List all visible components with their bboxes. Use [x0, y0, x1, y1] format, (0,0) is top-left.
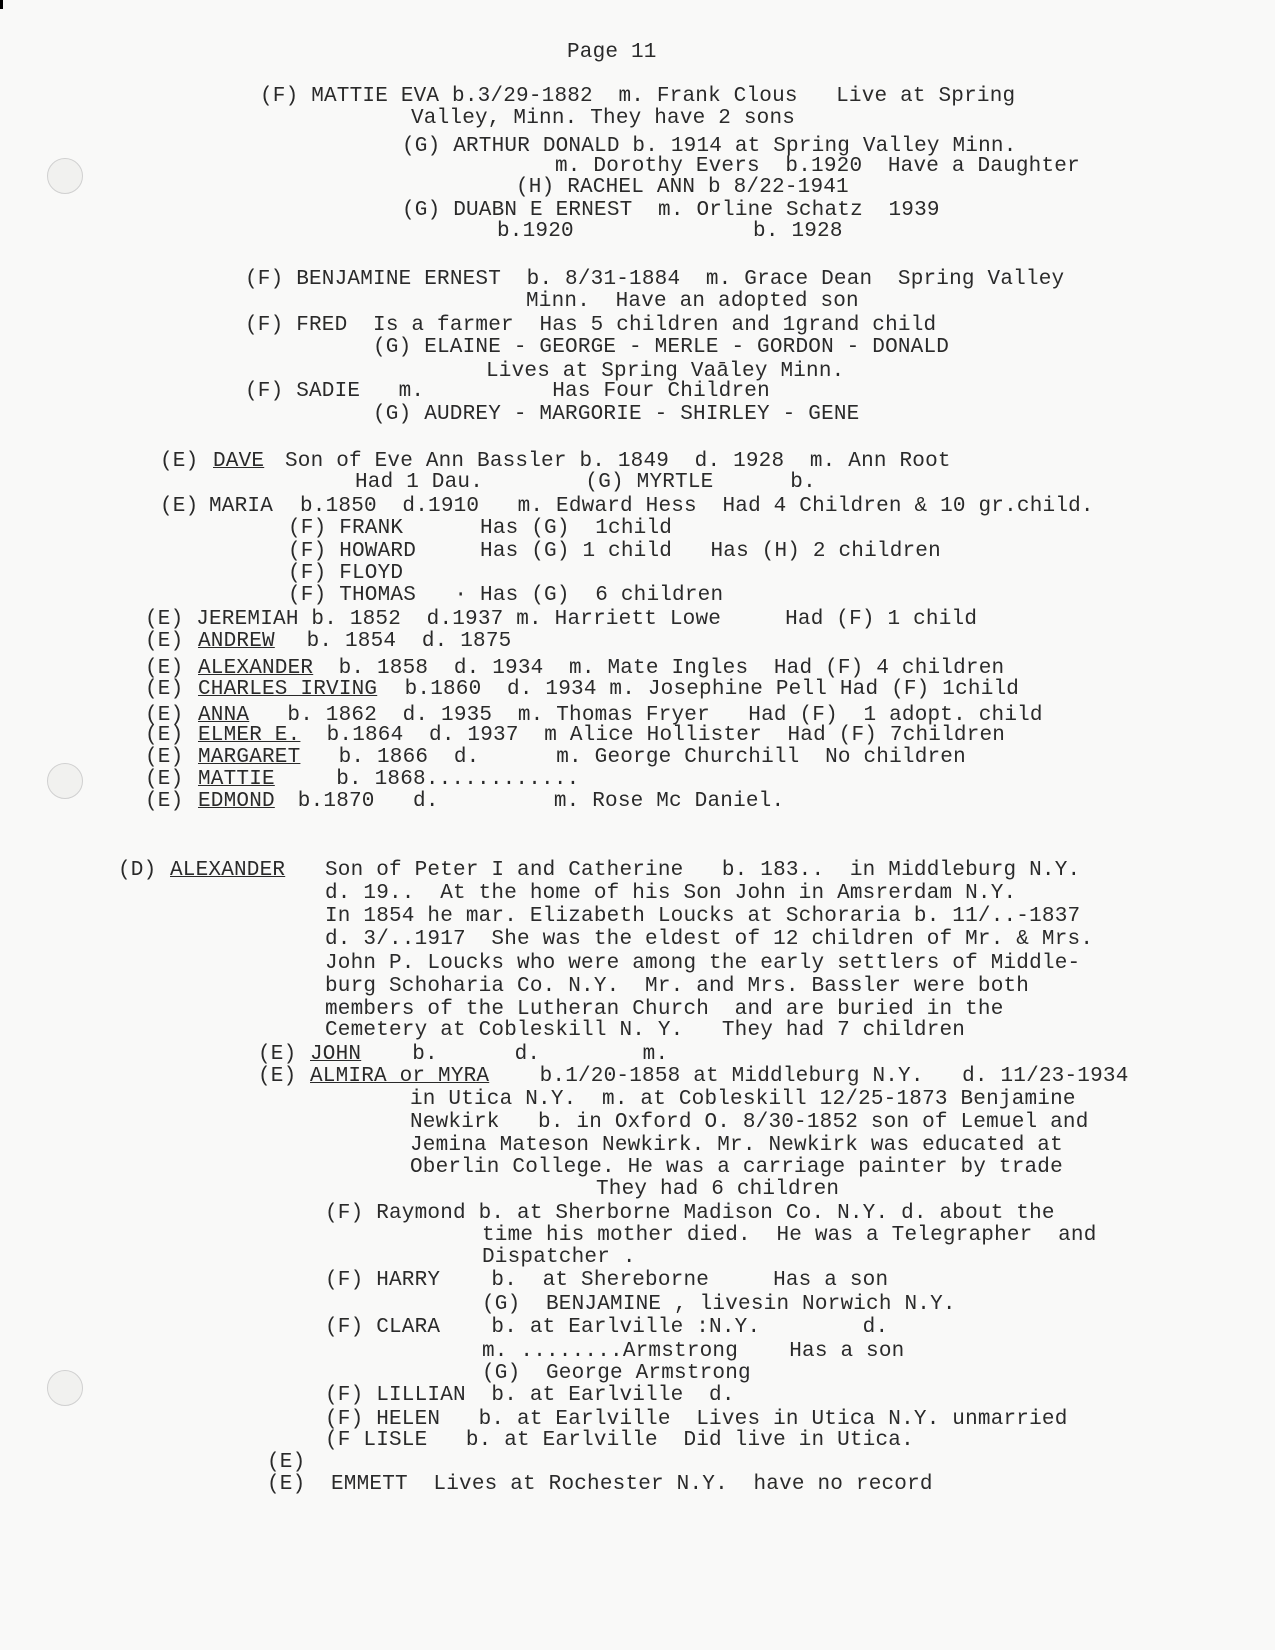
entry-marker: (E) — [258, 1065, 297, 1088]
entry-marker: (E) — [145, 724, 184, 747]
entry-line: time his mother died. He was a Telegrapher and — [482, 1224, 1097, 1247]
entry-line: (H) RACHEL ANN b 8/22-1941 — [516, 176, 849, 199]
entry-line: (F) MATTIE EVA b.3/29-1882 m. Frank Clous Live at Spring — [260, 85, 1016, 108]
entry-marker: (E) — [145, 678, 184, 701]
entry-marker: (E) — [267, 1451, 306, 1474]
entry-line: Son of Eve Ann Bassler b. 1849 d. 1928 m. Ann Root — [285, 450, 951, 473]
entry-marker: (E) — [145, 630, 184, 653]
entry-marker: (E) — [145, 790, 184, 813]
entry-line: (F) LILLIAN b. at Earlville d. — [325, 1384, 735, 1407]
entry-name: MATTIE — [198, 768, 275, 791]
entry-line: (F) FLOYD — [288, 562, 404, 585]
entry-line: in Utica N.Y. m. at Cobleskill 12/25-1873 Benjamine — [410, 1088, 1076, 1111]
entry-line: Oberlin College. He was a carriage painter by trade — [410, 1156, 1063, 1179]
entry-line: (G) AUDREY - MARGORIE - SHIRLEY - GENE — [373, 403, 860, 426]
entry-line: Newkirk b. in Oxford O. 8/30-1852 son of Lemuel and — [410, 1111, 1089, 1134]
entry-line: b.1864 d. 1937 m Alice Hollister Had (F) 7children — [301, 724, 1006, 747]
entry-name: MARIA — [209, 495, 274, 518]
entry-line: (F) Raymond b. at Sherborne Madison Co. N.Y. d. about the — [325, 1202, 1055, 1225]
entry-name: JOHN — [310, 1043, 362, 1066]
entry-line: b. 1866 d. m. George Churchill No children — [313, 746, 966, 769]
entry-line: They had 6 children — [596, 1178, 840, 1201]
entry-line: d. 3/..1917 She was the eldest of 12 children of Mr. & Mrs. — [325, 928, 1094, 951]
entry-line: (G) BENJAMINE , livesin Norwich N.Y. — [482, 1293, 956, 1316]
corner-mark — [0, 0, 3, 9]
entry-line: b. 1868............ — [285, 768, 580, 791]
entry-line: Jemina Mateson Newkirk. Mr. Newkirk was educated at — [410, 1134, 1063, 1157]
entry-line: b. 1854 d. 1875 — [281, 630, 512, 653]
entry-line: (G) ELAINE - GEORGE - MERLE - GORDON - DONALD — [373, 336, 950, 359]
entry-line: Dispatcher . — [482, 1246, 636, 1269]
entry-marker: (E) — [160, 450, 199, 473]
entry-line: Cemetery at Cobleskill N. Y. They had 7 children — [325, 1019, 966, 1042]
entry-line: John P. Loucks who were among the early settlers of Middle- — [325, 952, 1081, 975]
entry-name: MARGARET — [198, 746, 301, 769]
entry-line: (G) George Armstrong — [482, 1362, 751, 1385]
entry-line: (F) CLARA b. at Earlville :N.Y. d. — [325, 1316, 889, 1339]
entry-name: CHARLES IRVING — [198, 678, 378, 701]
entry-marker: (E) — [145, 657, 184, 680]
entry-line: (F) FRED Is a farmer Has 5 children and 1grand child — [245, 314, 937, 337]
entry-line: burg Schoharia Co. N.Y. Mr. and Mrs. Bassler were both — [325, 975, 1030, 998]
punch-hole — [47, 1370, 83, 1406]
entry-name: EDMOND — [198, 790, 275, 813]
entry-line: Valley, Minn. They have 2 sons — [411, 107, 796, 130]
entry-line: b.1860 d. 1934 m. Josephine Pell Had (F) 1child — [379, 678, 1020, 701]
entry-name: ALEXANDER — [170, 859, 286, 882]
entry-line: (G) DUABN E ERNEST m. Orline Schatz 1939 — [402, 199, 940, 222]
page-number: Page 11 — [567, 41, 657, 64]
entry-line: members of the Lutheran Church and are buried in the — [325, 998, 1004, 1021]
entry-marker: (D) — [118, 859, 157, 882]
entry-name: ELMER E. — [198, 724, 301, 747]
entry-line: Minn. Have an adopted son — [526, 290, 859, 313]
entry-marker: (E) — [145, 746, 184, 769]
entry-line: b.1850 d.1910 m. Edward Hess Had 4 Children & 10 gr.child. — [300, 495, 1094, 518]
entry-line: m. Dorothy Evers b.1920 Have a Daughter — [555, 155, 1080, 178]
entry-name: ALMIRA or MYRA — [310, 1065, 490, 1088]
entry-line: (E) JEREMIAH b. 1852 d.1937 m. Harriett Lowe Had (F) 1 child — [145, 608, 978, 631]
entry-marker: (E) — [145, 768, 184, 791]
entry-name: ANNA — [198, 704, 250, 727]
entry-line: In 1854 he mar. Elizabeth Loucks at Schoraria b. 11/..-1837 — [325, 905, 1081, 928]
entry-line: b. d. m. — [361, 1043, 669, 1066]
entry-line: (F) BENJAMINE ERNEST b. 8/31-1884 m. Grace Dean Spring Valley — [245, 268, 1065, 291]
entry-marker: (E) — [160, 495, 199, 518]
entry-line: d. 19.. At the home of his Son John in Amsrerdam N.Y. — [325, 882, 1017, 905]
entry-line: (F) HOWARD Has (G) 1 child Has (H) 2 children — [288, 540, 941, 563]
entry-marker: (E) — [145, 704, 184, 727]
entry-line: b.1870 d. m. Rose Mc Daniel. — [285, 790, 785, 813]
entry-line: b.1920 b. 1928 — [497, 220, 843, 243]
entry-line: b. 1858 d. 1934 m. Mate Ingles Had (F) 4 children — [313, 657, 1005, 680]
entry-line: (G) ARTHUR DONALD b. 1914 at Spring Valley Minn. — [402, 135, 1017, 158]
entry-line: (F) HELEN b. at Earlville Lives in Utica N.Y. unmarried — [325, 1408, 1068, 1431]
entry-line: (F LISLE b. at Earlville Did live in Utica. — [325, 1429, 914, 1452]
entry-line: b.1/20-1858 at Middleburg N.Y. d. 11/23-1934 — [514, 1065, 1129, 1088]
entry-name: DAVE — [213, 450, 265, 473]
entry-line: m. ........Armstrong Has a son — [482, 1340, 905, 1363]
entry-marker: (E) — [258, 1043, 297, 1066]
entry-line: Had 1 Dau. (G) MYRTLE b. — [355, 471, 816, 494]
entry-line: (E) EMMETT Lives at Rochester N.Y. have no record — [267, 1473, 933, 1496]
entry-line: (F) FRANK Has (G) 1child — [288, 517, 673, 540]
entry-name: ANDREW — [198, 630, 275, 653]
entry-name: ALEXANDER — [198, 657, 314, 680]
entry-line: Lives at Spring Vaāley Minn. — [486, 360, 845, 383]
entry-line: b. 1862 d. 1935 m. Thomas Fryer Had (F) 1 adopt. child — [249, 704, 1043, 727]
entry-line: Son of Peter I and Catherine b. 183.. in Middleburg N.Y. — [325, 859, 1081, 882]
entry-line: (F) HARRY b. at Shereborne Has a son — [325, 1269, 889, 1292]
punch-hole — [47, 158, 83, 194]
entry-line: (F) SADIE m. Has Four Children — [245, 380, 770, 403]
entry-line: (F) THOMAS · Has (G) 6 children — [288, 584, 724, 607]
punch-hole — [47, 763, 83, 799]
